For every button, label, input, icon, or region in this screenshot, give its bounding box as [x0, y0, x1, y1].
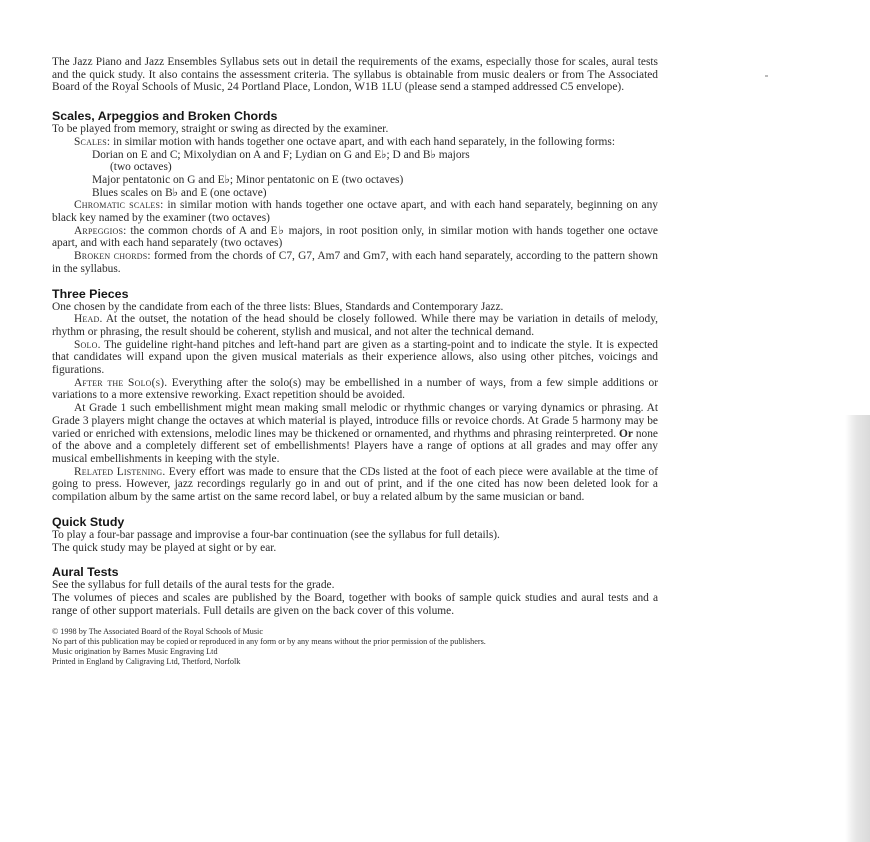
scale-form-item: Major pentatonic on G and E♭; Minor pentatonic on E (two octaves): [92, 173, 404, 186]
rights-line: No part of this publication may be copied or reproduced in any form or by any means without the prior permission of the publishers.: [52, 637, 486, 647]
scale-form-item: Dorian on E and C; Mixolydian on A and F; Lydian on G and E♭; D and B♭ majors: [92, 148, 470, 161]
quick-study-heading: Quick Study: [52, 514, 125, 529]
arpeggios-text: the common chords of A and E♭ majors, in root position only, in similar motion with hands together one octave apart, and with each hand separately (two octaves): [52, 224, 658, 250]
scales-intro: To be played from memory, straight or swing as directed by the examiner.: [52, 123, 389, 136]
quick-study-section: [52, 516, 658, 554]
after-solo-label: After the Solo(s).: [74, 376, 168, 389]
aural-tests-heading: Aural Tests: [52, 565, 119, 580]
chromatic-label: Chromatic scales:: [74, 199, 164, 212]
printer-line: Printed in England by Caligraving Ltd, Thetford, Norfolk: [52, 657, 241, 667]
broken-chords-text: formed from the chords of C7, G7, Am7 and Gm7, with each hand separately, according to the pattern shown in the syllabus.: [52, 250, 658, 275]
copyright-line: © 1998 by The Associated Board of the Royal Schools of Music: [52, 627, 263, 637]
scan-speck: [765, 75, 768, 77]
chromatic-paragraph: [52, 199, 658, 224]
publication-footer: [52, 627, 658, 667]
listening-text: Every effort was made to ensure that the CDs listed at the foot of each piece were available at the time of going to press. However, jazz recordings regularly go in and out of print, and if the one cited has now been deleted look for a compilation album by the same artist on the same record label, or buy a related album by the same musician or band.: [52, 465, 658, 504]
head-paragraph: [52, 313, 658, 338]
page-edge-shadow: [845, 415, 870, 842]
pieces-intro: One chosen by the candidate from each of the three lists: Blues, Standards and Contemporary Jazz.: [52, 300, 504, 313]
aural-tests-text: See the syllabus for full details of the aural tests for the grade.: [52, 579, 335, 592]
head-label: Head.: [74, 313, 103, 326]
scale-forms-list: [52, 149, 658, 200]
scale-form-item: Blues scales on B♭ and E (one octave): [92, 186, 267, 199]
pieces-heading: Three Pieces: [52, 286, 129, 301]
grade-paragraph: [52, 402, 658, 466]
chromatic-text: in similar motion with hands together one octave apart, and with each hand separately, beginning on any black key named by the examiner (two octaves): [52, 199, 659, 225]
solo-label: Solo.: [74, 338, 101, 351]
solo-paragraph: [52, 339, 658, 377]
quick-study-line: The quick study may be played at sight or by ear.: [52, 541, 277, 554]
grade-text-2: none of the above and a completely different set of embellishments! Players have a range of options at all grades and may offer any musical embellishments in keeping with the style.: [52, 427, 658, 465]
arpeggios-paragraph: [52, 225, 658, 250]
listening-paragraph: [52, 466, 658, 504]
scale-form-item: (two octaves): [110, 161, 172, 174]
broken-chords-label: Broken chords:: [74, 250, 151, 263]
after-solo-text: Everything after the solo(s) may be embellished in a number of ways, from a few simple additions or variations to a more extensive reworking. Exact repetition should be avoided.: [52, 376, 658, 402]
aural-tests-section: [52, 566, 658, 592]
grade-or: Or: [619, 427, 633, 440]
scales-paragraph: [52, 136, 658, 149]
listening-label: Related Listening.: [74, 465, 166, 478]
quick-study-line: To play a four-bar passage and improvise a four-bar continuation (see the syllabus for full details).: [52, 528, 500, 541]
scales-heading: Scales, Arpeggios and Broken Chords: [52, 109, 278, 124]
grade-text-1: At Grade 1 such embellishment might mean making small melodic or rhythmic changes or varying dynamics or phrasing. At Grade 3 players might change the octaves at which material is played, introduce fills or revoice chords. At Grade 5 harmony may be varied or enriched with extensions, melodic lines may be thickened or ornamented, and rhythms and phrasing reinterpreted.: [52, 402, 658, 440]
document-page: [52, 56, 658, 667]
broken-chords-paragraph: [52, 250, 658, 275]
scales-label: Scales:: [74, 135, 111, 148]
volumes-paragraph: The volumes of pieces and scales are published by the Board, together with books of sample quick studies and aural tests and a range of other support materials. Full details are given on the back cover of this volume.: [52, 591, 658, 617]
scales-section: [52, 110, 658, 275]
head-text: At the outset, the notation of the head should be closely followed. While there may be variation in details of melody, rhythm or phrasing, the result should be coherent, stylish and musical, and not alter the technical demand.: [52, 313, 659, 338]
arpeggios-label: Arpeggios:: [74, 224, 127, 237]
scales-text: in similar motion with hands together one octave apart, and with each hand separately, in the following forms:: [113, 135, 616, 148]
intro-paragraph: The Jazz Piano and Jazz Ensembles Syllabus sets out in detail the requirements of the exams, especially those for scales, aural tests and the quick study. It also contains the assessment criteria. The syllabus is obtainable from music dealers or from The Associated Board of the Royal Schools of Music, 24 Portland Place, London, W1B 1LU (please send a stamped addressed C5 envelope).: [52, 56, 658, 94]
pieces-section: [52, 288, 658, 504]
after-solo-paragraph: [52, 377, 658, 402]
solo-text: The guideline right-hand pitches and left-hand part are given as a starting-point and to indicate the style. It is expected that candidates will expand upon the given musical materials as their experience allows, also using other pitches, voicings and figurations.: [52, 338, 658, 377]
origination-line: Music origination by Barnes Music Engraving Ltd: [52, 647, 218, 657]
